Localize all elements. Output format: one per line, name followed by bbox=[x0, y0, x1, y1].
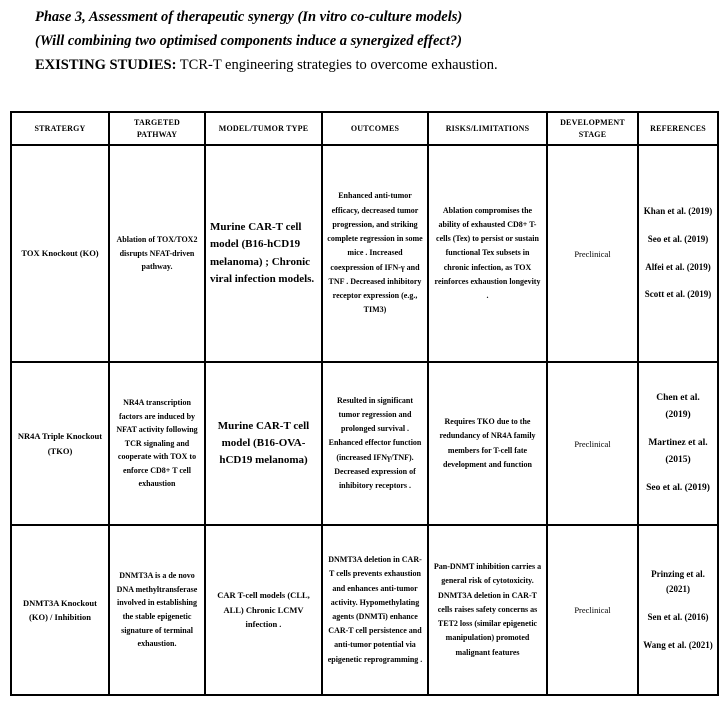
title-line-existing-studies bbox=[35, 53, 705, 77]
reference-item: Seo et al. (2019) bbox=[647, 233, 709, 244]
strategy-cell: DNMT3A Knockout (KO) / Inhibition bbox=[11, 525, 109, 695]
development-stage-cell: Preclinical bbox=[547, 145, 638, 362]
pathway-cell: Ablation of TOX/TOX2 disrupts NFAT-driven pathway. bbox=[109, 145, 205, 362]
column-header-development-stage: DEVELOPMENT STAGE bbox=[547, 112, 638, 145]
references-cell bbox=[638, 145, 718, 362]
reference-item: Alfei et al. (2019) bbox=[645, 261, 711, 272]
outcomes-cell: Resulted in significant tumor regression and prolonged survival . Enhanced effector function (increased IFNγ/TNF). Decreased expression of inhibitory receptors . bbox=[322, 362, 428, 525]
model-cell: Murine CAR-T cell model (B16-hCD19 melanoma) ; Chronic viral infection models. bbox=[205, 145, 322, 362]
reference-item: Scott et al. (2019) bbox=[644, 289, 712, 300]
column-header-model-tumor-type: MODEL/TUMOR TYPE bbox=[205, 112, 322, 145]
outcomes-cell: Enhanced anti-tumor efficacy, decreased tumor progression, and striking complete regression in some mice . Increased coexpression of IFN-γ and TNF . Decreased inhibitory receptor expression (e.g., TIM3) bbox=[322, 145, 428, 362]
column-header-strategy: STRATERGY bbox=[11, 112, 109, 145]
title-line-phase: Phase 3, Assessment of therapeutic synergy (In vitro co-culture models) bbox=[35, 9, 463, 25]
model-cell: Murine CAR-T cell model (B16-OVA-hCD19 melanoma) bbox=[205, 362, 322, 525]
table-row-nr4a-tko bbox=[11, 362, 718, 525]
reference-item: Chen et al. (2019) bbox=[656, 392, 700, 420]
column-header-references: REFERENCES bbox=[638, 112, 718, 145]
references-cell bbox=[638, 525, 718, 695]
outcomes-cell: DNMT3A deletion in CAR-T cells prevents exhaustion and enhances anti-tumor activity. Hypomethylating agents (DNMTi) enhance CAR-T cell persistence and anti-tumor potential via epigenetic reprogramming . bbox=[322, 525, 428, 695]
development-stage-cell: Preclinical bbox=[547, 362, 638, 525]
column-header-risks-limitations: RISKS/LIMITATIONS bbox=[428, 112, 547, 145]
studies-table bbox=[10, 111, 719, 696]
risks-cell: Requires TKO due to the redundancy of NR4A family members for T-cell fate development and function bbox=[428, 362, 547, 525]
references-cell bbox=[638, 362, 718, 525]
column-header-outcomes: OUTCOMES bbox=[322, 112, 428, 145]
model-cell: CAR T-cell models (CLL, ALL) Chronic LCMV infection . bbox=[205, 525, 322, 695]
reference-item: Seo et al. (2019) bbox=[646, 483, 710, 494]
risks-cell: Pan-DNMT inhibition carries a general risk of cytotoxicity. DNMT3A deletion in CAR-T cells raises safety concerns as TET2 loss (similar epigenetic manipulation) promoted malignant features bbox=[428, 525, 547, 695]
document-header bbox=[35, 5, 705, 77]
pathway-cell: DNMT3A is a de novo DNA methyltransferase involved in establishing the stable epigenetic signature of terminal exhaustion. bbox=[109, 525, 205, 695]
strategy-cell: NR4A Triple Knockout (TKO) bbox=[11, 362, 109, 525]
strategy-cell: TOX Knockout (KO) bbox=[11, 145, 109, 362]
reference-item: Prinzing et al. (2021) bbox=[651, 568, 705, 595]
column-header-targeted-pathway: TARGETED PATHWAY bbox=[109, 112, 205, 145]
reference-item: Khan et al. (2019) bbox=[643, 206, 713, 216]
existing-studies-label: EXISTING STUDIES: bbox=[35, 57, 177, 73]
table-row-dnmt3a-knockout bbox=[11, 525, 718, 695]
title-line-question: (Will combining two optimised components induce a synergized effect?) bbox=[35, 33, 462, 49]
reference-item: Wang et al. (2021) bbox=[643, 639, 713, 650]
pathway-cell: NR4A transcription factors are induced by NFAT activity following TCR signaling and cooperate with TOX to enforce CD8+ T cell exhaustion bbox=[109, 362, 205, 525]
development-stage-cell: Preclinical bbox=[547, 525, 638, 695]
existing-studies-subtitle: TCR-T engineering strategies to overcome exhaustion. bbox=[176, 57, 498, 73]
reference-item: Martinez et al. (2015) bbox=[648, 438, 708, 465]
table-row-tox-knockout bbox=[11, 145, 718, 362]
risks-cell: Ablation compromises the ability of exhausted CD8+ T-cells (Tex) to persist or sustain functional Tex subsets in chronic infection, as TOX reinforces exhaustion longevity . bbox=[428, 145, 547, 362]
table-header-row bbox=[11, 112, 718, 145]
reference-item: Sen et al. (2016) bbox=[647, 612, 709, 622]
